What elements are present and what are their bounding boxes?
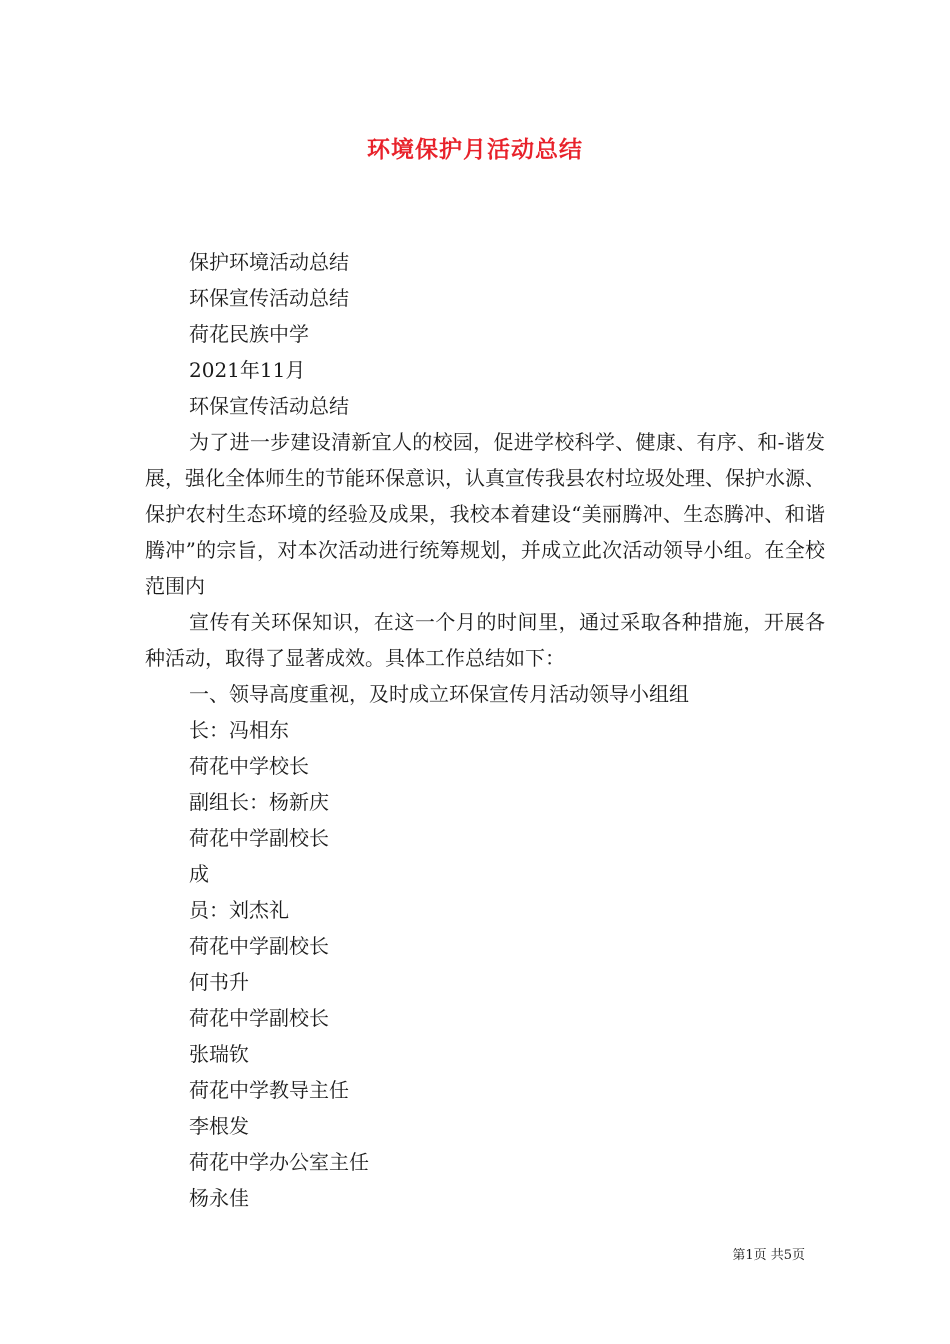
page-number: 第1页 共5页 (732, 1248, 805, 1263)
text-line: 一、领导高度重视，及时成立环保宣传月活动领导小组组 (189, 682, 689, 706)
text-line: 副组长：杨新庆 (189, 790, 329, 814)
text-line: 李根发 (189, 1114, 249, 1138)
text-line: 何书升 (189, 970, 249, 994)
text-line: 荷花中学校长 (189, 754, 309, 778)
text-line: 荷花中学办公室主任 (189, 1150, 369, 1174)
text-line: 荷花中学教导主任 (189, 1078, 349, 1102)
text-line: 荷花中学副校长 (189, 934, 329, 958)
text-line: 荷花中学副校长 (189, 826, 329, 850)
document-title: 环境保护月活动总结 (367, 136, 583, 163)
text-line: 环保宣传活动总结 (189, 394, 349, 418)
text-line: 长：冯相东 (189, 718, 289, 742)
text-line: 杨永佳 (189, 1186, 249, 1210)
text-line: 保护环境活动总结 (189, 250, 349, 274)
text-line: 环保宣传活动总结 (189, 286, 349, 310)
paragraph: 为了进一步建设清新宜人的校园，促进学校科学、健康、有序、和-谐发展，强化全体师生的节能环保意识，认真宣传我县农村垃圾处理、保护水源、保护农村生态环境的经验及成果，我校本着建设“美丽腾冲、生态腾冲、和谐腾冲”的宗旨，对本次活动进行统筹规划，并成立此次活动领导小组。在全校范围内 (145, 430, 825, 598)
text-line: 张瑞钦 (189, 1042, 249, 1066)
text-line: 荷花中学副校长 (189, 1006, 329, 1030)
text-line: 成 (189, 862, 209, 886)
text-line: 荷花民族中学 (189, 322, 309, 346)
document-body (145, 244, 825, 1216)
text-line: 员：刘杰礼 (189, 898, 289, 922)
text-line: 2021年11月 (189, 358, 306, 382)
paragraph: 宣传有关环保知识，在这一个月的时间里，通过采取各种措施，开展各种活动，取得了显著成效。具体工作总结如下： (145, 610, 825, 670)
